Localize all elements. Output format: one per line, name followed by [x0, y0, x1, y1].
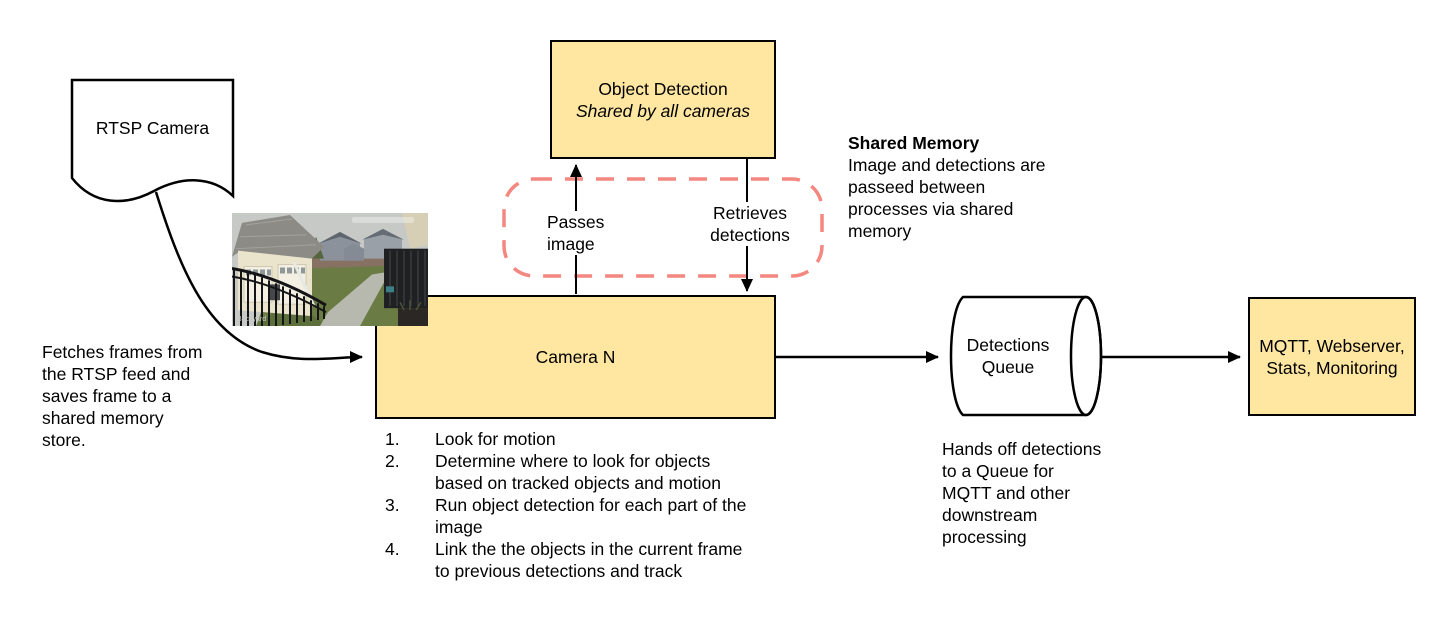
- camera-steps-list: [385, 428, 746, 582]
- output-box: [1248, 297, 1416, 416]
- camera-snapshot-image: [232, 213, 428, 326]
- passes-image-label: Passes image: [547, 212, 605, 254]
- object-detection-title: Object Detection: [598, 78, 728, 99]
- fetch-frames-note: Fetches frames from the RTSP feed and saves frame to a shared memory store.: [42, 342, 203, 450]
- camera-n-box: [375, 295, 776, 419]
- detections-queue-label: Detections Queue: [966, 335, 1050, 377]
- camera-n-label: Camera N: [535, 347, 616, 367]
- output-box-line1: MQTT, Webserver,: [1259, 335, 1405, 356]
- camera-step: 3. Run object detection for each part of the image: [385, 495, 747, 537]
- shared-memory-note-title: Shared Memory: [848, 133, 980, 153]
- camera-step: 4. Link the the objects in the current frame to previous detections and track: [385, 539, 743, 581]
- shared-memory-note: Shared Memory Image and detections are passeed between processes via shared memory: [848, 133, 1046, 241]
- retrieves-detections-label: Retrieves detections: [700, 202, 800, 246]
- output-box-line2: Stats, Monitoring: [1266, 357, 1398, 378]
- camera-step: 2. Determine where to look for objects based on tracked objects and motion: [385, 451, 722, 493]
- camera-step: 1. Look for motion: [385, 429, 556, 449]
- object-detection-subtitle: Shared by all cameras: [575, 100, 751, 121]
- rtsp-camera-label: RTSP Camera: [95, 118, 210, 138]
- object-detection-box: [550, 40, 776, 159]
- queue-handoff-note: Hands off detections to a Queue for MQTT and other downstream processing: [942, 439, 1102, 547]
- snapshot-watermark: Backyard: [237, 316, 267, 324]
